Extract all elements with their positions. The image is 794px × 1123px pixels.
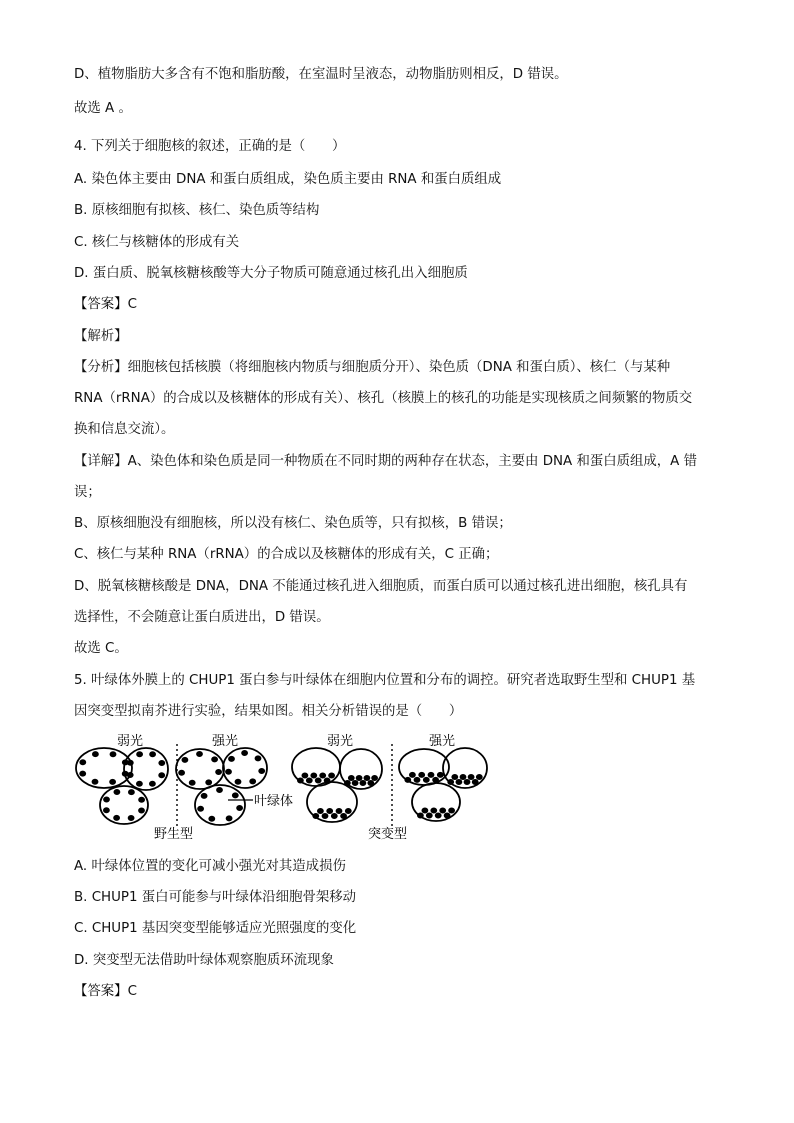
chloroplast-dot	[138, 808, 145, 814]
question-4-stem: 4. 下列关于细胞核的叙述，正确的是（ ）	[74, 139, 346, 154]
chloroplast-dot	[456, 779, 463, 785]
chloroplast-dot	[149, 781, 156, 787]
chloroplast-dot	[302, 773, 309, 779]
chloroplast-dot	[336, 808, 343, 814]
chloroplast-dot	[128, 815, 135, 821]
answer-tag: 【答案】	[74, 984, 128, 999]
q5-option-d: D. 突变型无法借助叶绿体观察胞质环流现象	[74, 953, 334, 968]
panel-label-mutant-strong: 强光	[429, 734, 456, 749]
chloroplast-dot	[422, 808, 429, 814]
q4-answer	[74, 296, 734, 314]
wild-weak-cell-3	[100, 786, 148, 824]
chloroplast-dot	[158, 772, 165, 778]
q5-option-b: B. CHUP1 蛋白可能参与叶绿体沿细胞骨架移动	[74, 890, 357, 905]
chloroplast-dot	[315, 778, 322, 784]
answer-value: C	[127, 984, 137, 999]
xiangjie-tag: 【详解】	[74, 454, 128, 469]
chloroplast-dot	[312, 813, 319, 819]
chloroplast-dot	[414, 777, 421, 783]
chloroplast-dot	[356, 775, 363, 781]
q4-option-b: B. 原核细胞有拟核、核仁、染色质等结构	[74, 203, 320, 218]
chloroplast-dot	[201, 793, 208, 799]
chloroplast-dot	[345, 808, 352, 814]
chloroplast-dot	[317, 808, 324, 814]
xiangjie-text: A、染色体和染色质是同一种物质在不同时期的两种存在状态，主要由 DNA 和蛋白质组成，A 错	[127, 454, 697, 469]
q4-choice: 故选 C。	[74, 641, 128, 656]
answer-value: C	[127, 297, 137, 312]
prev-option-d: D、植物脂肪大多含有不饱和脂肪酸，在室温时呈液态，动物脂肪则相反，D 错误。	[74, 67, 568, 82]
panel-label-mutant-weak: 弱光	[327, 734, 354, 749]
q4-xiangjie-line-6: 选择性，不会随意让蛋白质进出，D 错误。	[74, 610, 330, 625]
chloroplast-dot	[432, 777, 439, 783]
chloroplast-dot	[149, 751, 156, 757]
chloroplast-dot	[79, 771, 86, 777]
chloroplast-dot	[430, 808, 437, 814]
question-5-stem-line-1: 5. 叶绿体外膜上的 CHUP1 蛋白参与叶绿体在细胞内位置和分布的调控。研究者选取野生型和 CHUP1 基	[74, 673, 696, 688]
chloroplast-dot	[226, 815, 233, 821]
fenxi-text: 细胞核包括核膜（将细胞核内物质与细胞质分开）、染色质（DNA 和蛋白质）、核仁（与某种	[127, 360, 671, 375]
chloroplast-dot	[310, 773, 317, 779]
q5-answer	[74, 983, 734, 1001]
chloroplast-dot	[344, 780, 351, 786]
q4-xiangjie-line-5: D、脱氧核糖核酸是 DNA，DNA 不能通过核孔进入细胞质，而蛋白质可以通过核孔进出细胞，核孔具有	[74, 579, 688, 594]
chloroplast-dot	[189, 780, 196, 786]
chloroplast-dot	[352, 780, 359, 786]
question-5-stem-line-2: 因突变型拟南芥进行实验，结果如图。相关分析错误的是（ ）	[74, 704, 463, 719]
chloroplast-dot	[324, 778, 331, 784]
chloroplast-dot	[182, 757, 189, 763]
q5-option-a: A. 叶绿体位置的变化可减小强光对其造成损伤	[74, 859, 346, 874]
chloroplast-dot	[127, 772, 134, 778]
chloroplast-dot	[205, 779, 212, 785]
q4-xiangjie-line-4: C、核仁与某种 RNA（rRNA）的合成以及核糖体的形成有关，C 正确；	[74, 547, 499, 562]
chloroplast-dot	[451, 774, 458, 780]
chloroplast-dot	[249, 778, 256, 784]
chloroplast-dot	[428, 772, 435, 778]
chloroplast-dot	[235, 779, 242, 785]
chloroplast-dot	[216, 787, 223, 793]
answer-tag: 【答案】	[74, 297, 128, 312]
chloroplast-dot	[322, 813, 329, 819]
chloroplast-dot	[464, 779, 471, 785]
panel-label-wild-strong: 强光	[212, 734, 239, 749]
chloroplast-dot	[138, 797, 145, 803]
chloroplast-dot	[404, 777, 411, 783]
chloroplast-dot	[197, 806, 204, 812]
chloroplast-dot	[409, 772, 416, 778]
chloroplast-dot	[178, 770, 185, 776]
chloroplast-dot	[367, 780, 374, 786]
chloroplast-dot	[92, 751, 99, 757]
q4-analysis-tag: 【解析】	[74, 329, 128, 344]
chloroplast-dot	[208, 816, 215, 822]
chloroplast-dot	[439, 808, 446, 814]
chloroplast-dot	[128, 789, 135, 795]
wild-type-label: 野生型	[154, 827, 194, 842]
chloroplast-dot	[258, 768, 265, 774]
chloroplast-dot	[236, 805, 243, 811]
chloroplast-dot	[113, 815, 120, 821]
chloroplast-dot	[109, 779, 116, 785]
chloroplast-dot	[435, 813, 442, 819]
q4-fenxi-line-1	[74, 359, 734, 377]
panel-label-wild-weak: 弱光	[117, 734, 144, 749]
chloroplast-dot	[326, 808, 333, 814]
q5-option-c: C. CHUP1 基因突变型能够适应光照强度的变化	[74, 921, 357, 936]
chloroplast-dot	[472, 779, 479, 785]
chloroplast-dot	[196, 751, 203, 757]
chloroplast-dot	[348, 775, 355, 781]
q4-option-c: C. 核仁与核糖体的形成有关	[74, 235, 240, 250]
chloroplast-dot	[158, 760, 165, 766]
q4-option-d: D. 蛋白质、脱氧核糖核酸等大分子物质可随意通过核孔出入细胞质	[74, 266, 468, 281]
chloroplast-dot	[476, 774, 483, 780]
chloroplast-figure	[70, 730, 500, 846]
chloroplast-dot	[418, 772, 425, 778]
chloroplast-dot	[127, 760, 134, 766]
chloroplast-dot	[255, 755, 262, 761]
chloroplast-dot	[319, 773, 326, 779]
chloroplast-dot	[241, 750, 248, 756]
chloroplast-dot	[114, 789, 121, 795]
q4-fenxi-line-3: 换和信息交流）。	[74, 422, 175, 437]
q4-xiangjie-line-1	[74, 453, 734, 471]
q4-xiangjie-line-3: B、原核细胞没有细胞核，所以没有核仁、染色质等，只有拟核，B 错误；	[74, 516, 512, 531]
chloroplast-dot	[460, 774, 467, 780]
q4-xiangjie-line-2: 误；	[74, 485, 101, 500]
chloroplast-dot	[447, 779, 454, 785]
chloroplast-dot	[228, 756, 235, 762]
chloroplast-dot	[215, 769, 222, 775]
chloroplast-dot	[444, 813, 451, 819]
chloroplast-dot	[417, 813, 424, 819]
chloroplast-dot	[364, 775, 371, 781]
chloroplast-dot	[426, 813, 433, 819]
chloroplast-dot	[423, 777, 430, 783]
fenxi-tag: 【分析】	[74, 360, 128, 375]
chloroplast-dot	[79, 759, 86, 765]
chloroplast-dot	[297, 778, 304, 784]
wild-weak-cell-2	[124, 748, 168, 790]
chloroplast-dot	[437, 772, 444, 778]
chloroplast-dot	[103, 797, 110, 803]
chloroplast-dot	[371, 775, 378, 781]
chloroplast-dot	[448, 808, 455, 814]
chloroplast-dot	[136, 751, 143, 757]
q4-fenxi-line-2: RNA（rRNA）的合成以及核糖体的形成有关）、核孔（核膜上的核孔的功能是实现核质之间频繁的物质交	[74, 391, 693, 406]
chloroplast-dot	[360, 780, 367, 786]
chloroplast-dot	[331, 813, 338, 819]
chloroplast-dot	[110, 751, 117, 757]
chloroplast-label: 叶绿体	[254, 794, 294, 809]
chloroplast-diagram	[70, 730, 500, 846]
chloroplast-dot	[211, 756, 218, 762]
chloroplast-dot	[92, 779, 99, 785]
chloroplast-dot	[225, 769, 232, 775]
chloroplast-dot	[232, 792, 239, 798]
chloroplast-dot	[468, 774, 475, 780]
prev-choice: 故选 A 。	[74, 101, 132, 116]
mutant-label: 突变型	[368, 827, 408, 842]
chloroplast-dot	[103, 807, 110, 813]
chloroplast-dot	[136, 781, 143, 787]
chloroplast-dot	[340, 813, 347, 819]
q4-option-a: A. 染色体主要由 DNA 和蛋白质组成，染色质主要由 RNA 和蛋白质组成	[74, 172, 502, 187]
chloroplast-dot	[328, 773, 335, 779]
chloroplast-dot	[306, 778, 313, 784]
